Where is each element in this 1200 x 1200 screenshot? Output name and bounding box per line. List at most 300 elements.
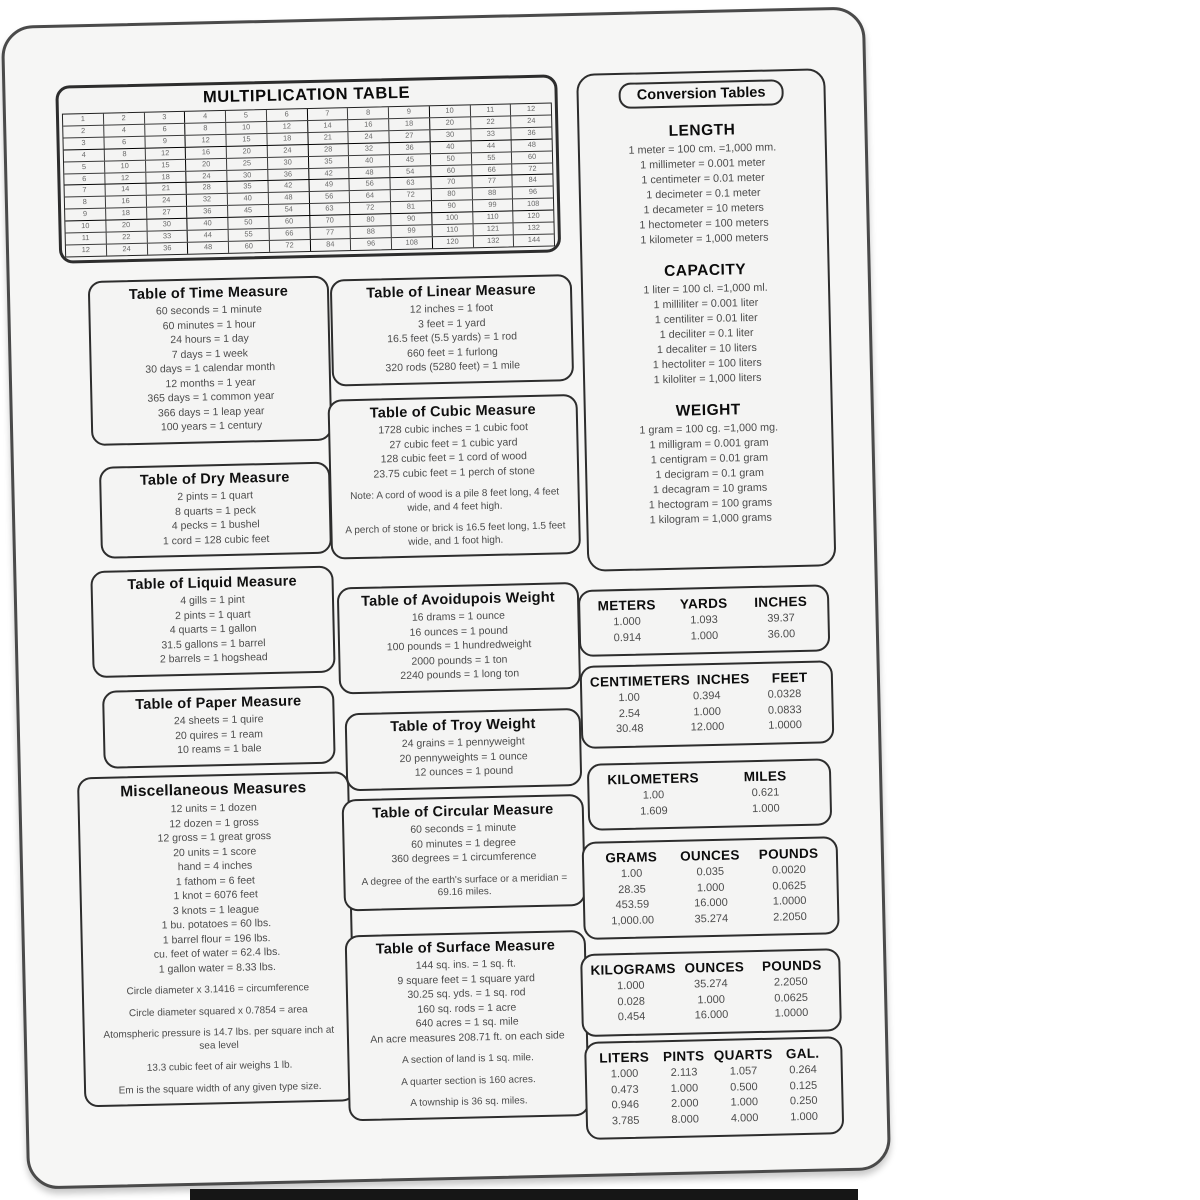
measure-line: An acre measures 208.71 ft. on each side — [370, 1028, 565, 1046]
capacity-lines — [589, 279, 824, 389]
grid-value: 1.000 — [751, 801, 780, 815]
table-of-cubic-measure — [327, 394, 581, 560]
mult-cell: 5 — [64, 161, 105, 173]
box-title: Table of Avoidupois Weight — [361, 589, 556, 610]
mult-cell: 4 — [104, 125, 145, 137]
mult-cell: 12 — [526, 103, 536, 114]
mult-cell: 14 — [308, 120, 349, 132]
measure-line: 12 dozen = 1 gross — [169, 815, 259, 830]
mult-cell: 35 — [308, 156, 349, 168]
mult-cell: 20 — [227, 146, 268, 158]
measure-line: 360 degrees = 1 circumference — [391, 850, 537, 866]
mult-cell: 55 — [229, 229, 270, 241]
grid-value: 1.093 — [690, 613, 718, 627]
mult-cell: 63 — [390, 178, 431, 190]
measure-line: 7 days = 1 week — [171, 346, 249, 361]
grid-value: 39.37 — [767, 612, 795, 625]
grid-header: GAL. — [785, 1045, 820, 1062]
box-lines — [353, 733, 574, 781]
mult-cell: 2 — [104, 113, 145, 125]
conversion-line: 1 decimeter = 0.1 meter — [646, 186, 761, 202]
conversion-line: 1 meter = 100 cm. =1,000 mm. — [628, 141, 777, 157]
mult-cell: 45 — [228, 205, 269, 217]
mult-cell: 9 — [145, 136, 186, 148]
conversion-line: 1 deciliter = 0.1 liter — [659, 326, 754, 342]
conversion-line: 1 gram = 100 cg. =1,000 mg. — [639, 421, 779, 437]
mult-cell: 20 — [106, 220, 147, 232]
grid-header: GRAMS — [605, 849, 658, 866]
mult-cell: 84 — [528, 175, 537, 185]
mult-cell: 35 — [228, 181, 269, 193]
mult-cell: 60 — [269, 216, 310, 228]
mult-cell: 80 — [431, 189, 472, 201]
mult-cell: 72 — [350, 202, 391, 214]
conversion-tables-panel — [576, 68, 836, 572]
measure-line: 160 sq. rods = 1 acre — [417, 1001, 517, 1016]
conversion-tables-title: Conversion Tables — [619, 79, 784, 109]
measure-note: Circle diameter squared x 0.7854 = area — [128, 1003, 308, 1019]
measure-line: 10 reams = 1 bale — [177, 742, 262, 757]
mult-cell: 96 — [528, 187, 538, 197]
mult-cell: 12 — [66, 245, 107, 257]
grid-header: KILOGRAMS — [590, 960, 676, 978]
grid-value: 4.000 — [730, 1111, 759, 1125]
mult-cell: 2 — [63, 126, 104, 138]
photo-edge-bar — [190, 1189, 858, 1200]
grid-value: 1.609 — [639, 804, 668, 818]
mult-cell: 40 — [228, 193, 269, 205]
grid-value: 0.0625 — [772, 879, 807, 893]
measure-line: 100 pounds = 1 hundredweight — [386, 638, 532, 654]
grid-header: YARDS — [679, 595, 728, 612]
grid-value: 0.946 — [611, 1098, 640, 1112]
measure-line: 2 pints = 1 quart — [174, 607, 251, 622]
measure-line: 1728 cubic inches = 1 cubic foot — [378, 421, 529, 437]
measure-note: A township is 36 sq. miles. — [410, 1095, 528, 1109]
grid-header: INCHES — [696, 671, 750, 688]
box-title: Miscellaneous Measures — [120, 779, 307, 801]
mult-cell: 40 — [430, 141, 471, 153]
mult-cell: 66 — [472, 164, 513, 176]
mult-cell: 99 — [392, 225, 433, 237]
mult-cell: 32 — [187, 194, 228, 206]
table-of-troy-weight — [345, 708, 583, 791]
kilometers-miles-table — [587, 758, 832, 831]
measure-note: Atomspheric pressure is 14.7 lbs. per square inch at sea level — [103, 1024, 335, 1052]
grid-value: 0.394 — [692, 689, 721, 703]
table-of-liquid-measure — [90, 566, 335, 678]
box-lines — [353, 955, 580, 1047]
mult-cell: 132 — [527, 222, 541, 233]
mult-cell: 56 — [309, 191, 350, 203]
mult-cell: 15 — [226, 134, 267, 146]
mult-cell: 88 — [472, 188, 513, 200]
measure-line: 16 ounces = 1 pound — [409, 624, 509, 639]
conversion-line: 1 hectoliter = 100 liters — [652, 356, 762, 372]
measure-line: 24 sheets = 1 quire — [173, 713, 264, 728]
measure-line: 100 years = 1 century — [160, 419, 263, 434]
box-notes — [355, 1051, 581, 1112]
grid-value: 1.0000 — [772, 894, 807, 908]
mult-cell: 90 — [391, 213, 432, 225]
measure-line: 27 cubic feet = 1 cubic yard — [389, 435, 518, 451]
centimeters-inches-feet-table — [580, 660, 835, 748]
conversion-line: 1 kilogram = 1,000 grams — [649, 511, 772, 527]
conversion-line: 1 decaliter = 10 liters — [656, 341, 758, 357]
mult-cell: 60 — [527, 151, 537, 161]
measure-line: 30 days = 1 calendar month — [145, 360, 276, 376]
conversion-line: 1 centimeter = 0.01 meter — [641, 171, 765, 187]
grid-value: 16.000 — [694, 896, 728, 910]
mult-cell: 21 — [308, 132, 349, 144]
mult-cell: 50 — [431, 153, 472, 165]
grid-value: 0.0020 — [771, 863, 806, 877]
grid-value: 1.000 — [730, 1096, 759, 1109]
mult-cell: 6 — [104, 137, 145, 149]
meters-yards-inches-table — [578, 584, 830, 657]
mult-cell: 10 — [105, 160, 146, 172]
mult-cell: 48 — [527, 139, 537, 149]
grid-value: 453.59 — [615, 898, 650, 912]
grid-value: 2.2050 — [773, 910, 807, 924]
grid-value: 1.00 — [642, 789, 665, 802]
measure-line: 60 minutes = 1 degree — [411, 835, 517, 851]
mult-cell: 25 — [227, 158, 268, 170]
measure-note: A degree of the earth's surface or a meridian = 69.16 miles. — [361, 871, 568, 899]
liters-pints-quarts-gal-table — [584, 1036, 844, 1140]
grid-value: 2.113 — [670, 1066, 698, 1080]
measure-line: 1 bu. potatoes = 60 lbs. — [161, 917, 272, 932]
box-title: Table of Paper Measure — [135, 693, 302, 714]
grid-value: 1.000 — [790, 1110, 819, 1123]
mult-cell: 132 — [473, 235, 514, 247]
measure-line: 2240 pounds = 1 long ton — [400, 667, 520, 683]
mult-cell: 12 — [186, 135, 227, 147]
grid-value: 16.000 — [694, 1008, 729, 1022]
grid-value: 35.274 — [694, 912, 729, 925]
conversion-line: 1 millimeter = 0.001 meter — [640, 156, 766, 172]
grid-header: POUNDS — [758, 845, 819, 862]
measure-line: 1 gallon water = 8.33 lbs. — [158, 960, 276, 976]
box-lines — [345, 607, 573, 685]
measure-line: 4 gills = 1 pint — [180, 593, 245, 608]
mult-cell: 18 — [389, 118, 430, 130]
capacity-section — [588, 259, 824, 389]
mult-cell: 77 — [472, 176, 513, 188]
box-notes — [338, 486, 573, 550]
mult-cell: 50 — [228, 217, 269, 229]
grid-value: 0.454 — [617, 1010, 646, 1024]
mult-cell: 30 — [268, 157, 309, 169]
mult-cell: 36 — [527, 127, 536, 137]
grid-value: 35.274 — [693, 977, 728, 991]
mult-cell: 121 — [473, 223, 514, 235]
grid-value: 0.250 — [789, 1094, 818, 1108]
grid-value: 3.785 — [611, 1114, 640, 1127]
mult-cell: 108 — [392, 237, 433, 249]
mult-cell: 60 — [229, 241, 270, 253]
weight-heading: WEIGHT — [675, 401, 741, 420]
grid-value: 0.500 — [730, 1080, 758, 1094]
measure-line: 1 fathom = 6 feet — [175, 873, 256, 888]
measure-line: 24 hours = 1 day — [170, 332, 249, 347]
measure-note: A section of land is 1 sq. mile. — [401, 1052, 534, 1067]
mult-cell: 33 — [471, 128, 512, 140]
mult-cell: 30 — [430, 129, 471, 141]
measure-line: 640 acres = 1 sq. mile — [415, 1015, 519, 1030]
mult-cell: 24 — [527, 115, 536, 125]
measure-line: 3 knots = 1 league — [172, 902, 260, 917]
grid-value: 0.0328 — [767, 687, 802, 701]
box-title: Table of Surface Measure — [375, 937, 556, 958]
grid-value: 1.000 — [696, 881, 725, 894]
box-lines — [338, 299, 566, 377]
mult-cell: 72 — [270, 240, 311, 252]
grid-value: 0.914 — [613, 631, 642, 644]
grid-value: 30.48 — [615, 722, 644, 736]
capacity-heading: CAPACITY — [663, 261, 747, 280]
mult-cell: 22 — [106, 232, 147, 244]
grid-value: 0.264 — [789, 1063, 817, 1077]
mult-cell: 4 — [64, 149, 105, 161]
conversion-line: 1 kiloliter = 1,000 liters — [653, 371, 762, 387]
multiplication-grid — [62, 102, 555, 257]
measure-line: 365 days = 1 common year — [147, 389, 275, 405]
mult-cell: 8 — [185, 123, 226, 135]
grid-value: 1.000 — [670, 1081, 699, 1095]
measure-line: 144 sq. ins. = 1 sq. ft. — [415, 957, 516, 972]
measure-line: 366 days = 1 leap year — [157, 404, 265, 419]
table-of-dry-measure — [99, 462, 332, 559]
mult-cell: 27 — [147, 207, 188, 219]
measure-note: Circle diameter x 3.1416 = circumference — [126, 982, 310, 998]
mult-cell: 120 — [527, 210, 540, 221]
measure-line: cu. feet of water = 62.4 lbs. — [153, 945, 281, 961]
conversion-line: 1 centigram = 0.01 gram — [650, 451, 769, 467]
mult-cell: 9 — [389, 106, 430, 118]
grams-ounces-pounds-table — [582, 836, 840, 940]
box-notes — [351, 872, 578, 902]
grid-header: PINTS — [662, 1048, 705, 1065]
grid-value: 0.035 — [696, 865, 725, 879]
mult-cell: 144 — [527, 234, 541, 245]
mult-cell: 44 — [471, 140, 512, 152]
mult-cell: 18 — [106, 208, 147, 220]
mult-cell: 84 — [310, 239, 351, 251]
mult-cell: 9 — [65, 209, 106, 221]
grid-header: INCHES — [754, 593, 808, 611]
grid-header: POUNDS — [761, 957, 822, 974]
mult-cell: 1 — [63, 114, 104, 126]
weight-section — [592, 399, 828, 529]
measure-line: 3 feet = 1 yard — [417, 316, 486, 331]
mult-cell: 48 — [349, 167, 390, 179]
table-of-linear-measure — [330, 274, 574, 386]
mult-cell: 3 — [63, 137, 104, 149]
measure-line: 1 cord = 128 cubic feet — [162, 532, 270, 547]
mult-cell: 36 — [187, 206, 228, 218]
box-lines — [99, 591, 328, 669]
measure-line: 9 square feet = 1 square yard — [397, 971, 536, 987]
mult-cell: 14 — [105, 184, 146, 196]
mult-cell: 7 — [307, 108, 348, 120]
mult-cell: 27 — [389, 130, 430, 142]
grid-value: 8.000 — [671, 1112, 700, 1126]
length-heading: LENGTH — [668, 121, 736, 140]
table-of-paper-measure — [102, 686, 336, 769]
mult-cell: 22 — [471, 116, 512, 128]
conversion-line: 1 kilometer = 1,000 meters — [640, 231, 769, 247]
box-title: Table of Linear Measure — [366, 281, 536, 302]
mult-cell: 36 — [390, 142, 431, 154]
mult-cell: 12 — [105, 172, 146, 184]
kilograms-ounces-pounds-table — [580, 948, 842, 1036]
grid-value: 12.000 — [690, 720, 725, 734]
grid-value: 0.621 — [751, 786, 780, 800]
measure-line: 8 quarts = 1 peck — [174, 503, 257, 518]
mult-cell: 4 — [185, 111, 226, 123]
grid-header: OUNCES — [679, 847, 740, 864]
mult-cell: 55 — [471, 152, 512, 164]
grid-header: MILES — [743, 768, 787, 785]
mult-cell: 72 — [391, 190, 432, 202]
mult-cell: 99 — [472, 200, 513, 212]
measure-line: 1 barrel flour = 196 lbs. — [162, 931, 271, 947]
measure-note: Note: A cord of wood is a pile 8 feet long, 4 feet wide, and 4 feet high. — [350, 486, 560, 514]
conversion-line: 1 hectometer = 100 meters — [639, 216, 769, 232]
mult-cell: 100 — [432, 212, 473, 224]
mult-cell: 21 — [146, 183, 187, 195]
length-lines — [586, 139, 821, 249]
mult-cell: 11 — [66, 233, 107, 245]
grid-value: 1.000 — [697, 993, 726, 1006]
mult-cell: 24 — [267, 145, 308, 157]
mult-cell: 6 — [64, 173, 105, 185]
mult-cell: 12 — [145, 148, 186, 160]
mult-cell: 16 — [186, 147, 227, 159]
grid-value: 1.000 — [616, 979, 645, 993]
measure-line: 31.5 gallons = 1 barrel — [161, 636, 266, 651]
multiplication-table-title: MULTIPLICATION TABLE — [202, 83, 411, 107]
mult-cell: 108 — [526, 199, 540, 209]
mult-cell: 36 — [147, 243, 188, 255]
mult-cell: 10 — [226, 122, 267, 134]
grid-value: 2.000 — [670, 1097, 699, 1111]
reference-card — [1, 6, 891, 1189]
mult-cell: 8 — [65, 197, 106, 209]
measure-line: 30.25 sq. yds. = 1 sq. rod — [407, 986, 526, 1001]
grid-header: KILOMETERS — [607, 770, 700, 788]
conversion-line: 1 liter = 100 cl. =1,000 ml. — [643, 281, 768, 297]
mult-cell: 6 — [267, 109, 308, 121]
mult-cell: 45 — [390, 154, 431, 166]
measure-line: 2 barrels = 1 hogshead — [159, 651, 268, 666]
mult-cell: 28 — [308, 144, 349, 156]
grid-value: 0.125 — [789, 1079, 818, 1092]
grid-value: 1.000 — [610, 1067, 639, 1081]
mult-cell: 80 — [351, 214, 392, 226]
box-notes — [90, 981, 348, 1098]
measure-line: 24 grains = 1 pennyweight — [401, 735, 525, 751]
mult-cell: 110 — [473, 212, 514, 224]
measure-line: 12 gross = 1 great gross — [157, 830, 272, 845]
measure-note: Em is the square width of any given type size. — [118, 1080, 322, 1097]
measure-line: 660 feet = 1 furlong — [406, 345, 498, 360]
box-title: Table of Dry Measure — [139, 469, 290, 489]
measure-line: 128 cubic feet = 1 cord of wood — [380, 450, 528, 466]
conversion-line: 1 decagram = 10 grams — [652, 481, 768, 497]
measure-line: 60 minutes = 1 hour — [162, 317, 256, 332]
mult-cell: 70 — [310, 215, 351, 227]
measure-note: A quarter section is 160 acres. — [401, 1073, 536, 1088]
grid-value: 1,000.00 — [611, 913, 655, 927]
box-lines — [350, 819, 577, 868]
grid-value: 0.473 — [611, 1083, 639, 1096]
grid-value: 1.00 — [618, 691, 640, 705]
mult-cell: 32 — [349, 143, 390, 155]
mult-cell: 120 — [433, 236, 474, 248]
grid-header: QUARTS — [713, 1046, 773, 1064]
mult-cell: 10 — [65, 221, 106, 233]
measure-line: 2 pints = 1 quart — [177, 489, 254, 504]
table-of-time-measure — [88, 276, 333, 446]
conversion-line: 1 milligram = 0.001 gram — [649, 436, 769, 452]
mult-cell: 24 — [107, 244, 148, 256]
multiplication-table — [55, 74, 561, 263]
box-lines — [111, 711, 328, 759]
box-title: Table of Troy Weight — [390, 716, 536, 736]
mult-cell: 54 — [390, 166, 431, 178]
mult-cell: 110 — [432, 224, 473, 236]
mult-cell: 7 — [65, 185, 106, 197]
mult-cell: 36 — [268, 169, 309, 181]
mult-cell: 66 — [269, 228, 310, 240]
grid-header: OUNCES — [684, 959, 745, 976]
weight-lines — [592, 419, 827, 529]
measure-line: 23.75 cubic feet = 1 perch of stone — [373, 464, 535, 481]
measure-line: 60 seconds = 1 minute — [410, 821, 517, 836]
box-lines — [96, 301, 324, 437]
conversion-line: 1 centiliter = 0.01 liter — [654, 311, 758, 327]
mult-cell: 96 — [351, 238, 392, 250]
mult-cell: 56 — [350, 179, 391, 191]
measure-line: 320 rods (5280 feet) = 1 mile — [385, 359, 521, 375]
mult-cell: 40 — [188, 218, 229, 230]
conversion-line: 1 hectogram = 100 grams — [648, 496, 773, 512]
table-of-avoirdupois-weight — [337, 582, 581, 694]
mult-cell: 28 — [187, 182, 228, 194]
mult-cell: 15 — [145, 159, 186, 171]
mult-cell: 20 — [430, 117, 471, 129]
grid-value: 1.000 — [690, 629, 719, 642]
measure-line: 12 inches = 1 foot — [409, 301, 494, 316]
measure-line: 60 seconds = 1 minute — [155, 303, 263, 318]
mult-cell: 16 — [348, 119, 389, 131]
table-of-surface-measure — [345, 930, 590, 1121]
mult-cell: 18 — [146, 171, 187, 183]
measure-line: 20 pennyweights = 1 ounce — [399, 749, 528, 765]
mult-cell: 44 — [188, 230, 229, 242]
conversion-line: 1 decameter = 10 meters — [643, 201, 765, 217]
length-section — [585, 119, 821, 249]
mult-cell: 48 — [269, 192, 310, 204]
grid-value: 1.057 — [729, 1065, 758, 1078]
box-title: Table of Time Measure — [128, 283, 289, 304]
measure-line: 20 units = 1 score — [172, 844, 257, 859]
grid-value: 28.35 — [618, 883, 646, 896]
mult-cell: 40 — [349, 155, 390, 167]
mult-cell: 24 — [187, 170, 228, 182]
